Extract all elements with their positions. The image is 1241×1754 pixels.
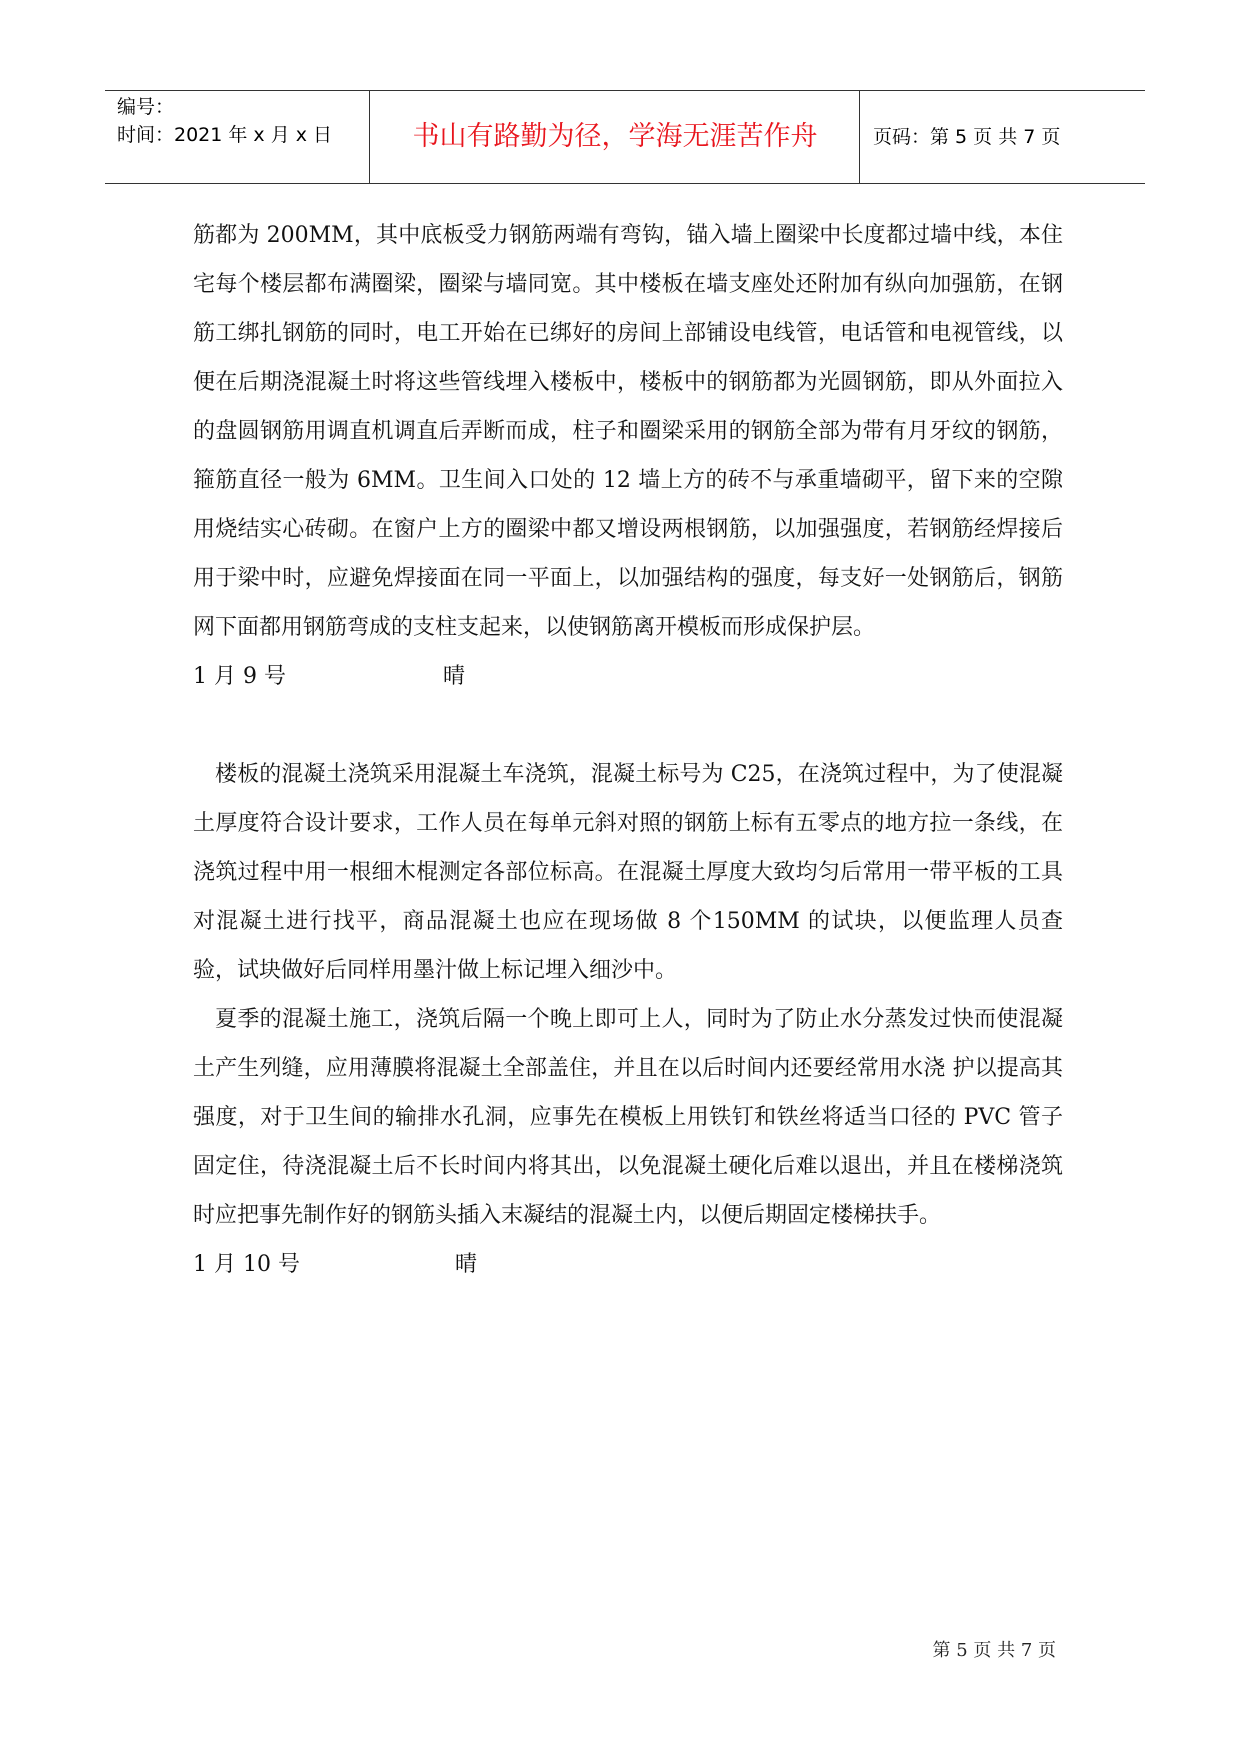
header-motto: 书山有路勤为径，学海无涯苦作舟 xyxy=(412,121,818,152)
document-time-label: 时间：2021 年 x 月 x 日 xyxy=(117,124,333,146)
header-meta xyxy=(117,93,367,149)
body-paragraph: 筋都为 200MM，其中底板受力钢筋两端有弯钩，锚入墙上圈梁中长度都过墙中线，本住宅每个楼层都布满圈梁，圈梁与墙同宽。其中楼板在墙支座处还附加有纵向加强筋，在钢筋工绑扎钢筋的同时，电工开始在已绑好的房间上部铺设电线管，电话管和电视管线，以便在后期浇混凝土时将这些管线埋入楼板中，楼板中的钢筋都为光圆钢筋，即从外面拉入的盘圆钢筋用调直机调直后弄断而成，柱子和圈梁采用的钢筋全部为带有月牙纹的钢筋，箍筋直径一般为 6MM。卫生间入口处的 12 墙上方的砖不与承重墙砌平，留下来的空隙用烧结实心砖砌。在窗户上方的圈梁中都又增设两根钢筋，以加强强度，若钢筋经焊接后用于梁中时，应避免焊接面在同一平面上，以加强结构的强度，每支好一处钢筋后，钢筋网下面都用钢筋弯成的支柱支起来，以使钢筋离开模板而形成保护层。 xyxy=(193,223,1063,640)
entry-date: 1 月 9 号 xyxy=(193,664,286,689)
page-footer-number: 第 5 页 共 7 页 xyxy=(932,1640,1056,1661)
blank-line xyxy=(193,701,1063,750)
entry-date: 1 月 10 号 xyxy=(193,1252,300,1277)
entry-weather: 晴 xyxy=(455,1252,478,1277)
header-page-info: 页码：第 5 页 共 7 页 xyxy=(873,126,1061,148)
document-number-label: 编号： xyxy=(117,96,175,118)
header-divider xyxy=(369,91,370,183)
diary-entry-heading xyxy=(193,652,1063,701)
entry-weather: 晴 xyxy=(443,664,466,689)
page-header xyxy=(105,90,1145,184)
document-body xyxy=(193,211,1063,1289)
body-paragraph: 楼板的混凝土浇筑采用混凝土车浇筑，混凝土标号为 C25，在浇筑过程中，为了使混凝土厚度符合设计要求，工作人员在每单元斜对照的钢筋上标有五零点的地方拉一条线，在浇筑过程中用一根细木棍测定各部位标高。在混凝土厚度大致均匀后常用一带平板的工具对混凝土进行找平，商品混凝土也应在现场做 8 个150MM 的试块，以便监理人员查验，试块做好后同样用墨汁做上标记埋入细沙中。 xyxy=(193,762,1063,983)
body-paragraph: 夏季的混凝土施工，浇筑后隔一个晚上即可上人，同时为了防止水分蒸发过快而使混凝土产生列缝，应用薄膜将混凝土全部盖住，并且在以后时间内还要经常用水浇 护以提高其强度，对于卫生间的输排水孔洞，应事先在模板上用铁钉和铁丝将适当口径的 PVC 管子固定住，待浇混凝土后不长时间内将其出，以免混凝土硬化后难以退出，并且在楼梯浇筑时应把事先制作好的钢筋头插入末凝结的混凝土内，以便后期固定楼梯扶手。 xyxy=(193,1007,1063,1228)
diary-entry-heading xyxy=(193,1240,1063,1289)
header-divider xyxy=(859,91,860,183)
